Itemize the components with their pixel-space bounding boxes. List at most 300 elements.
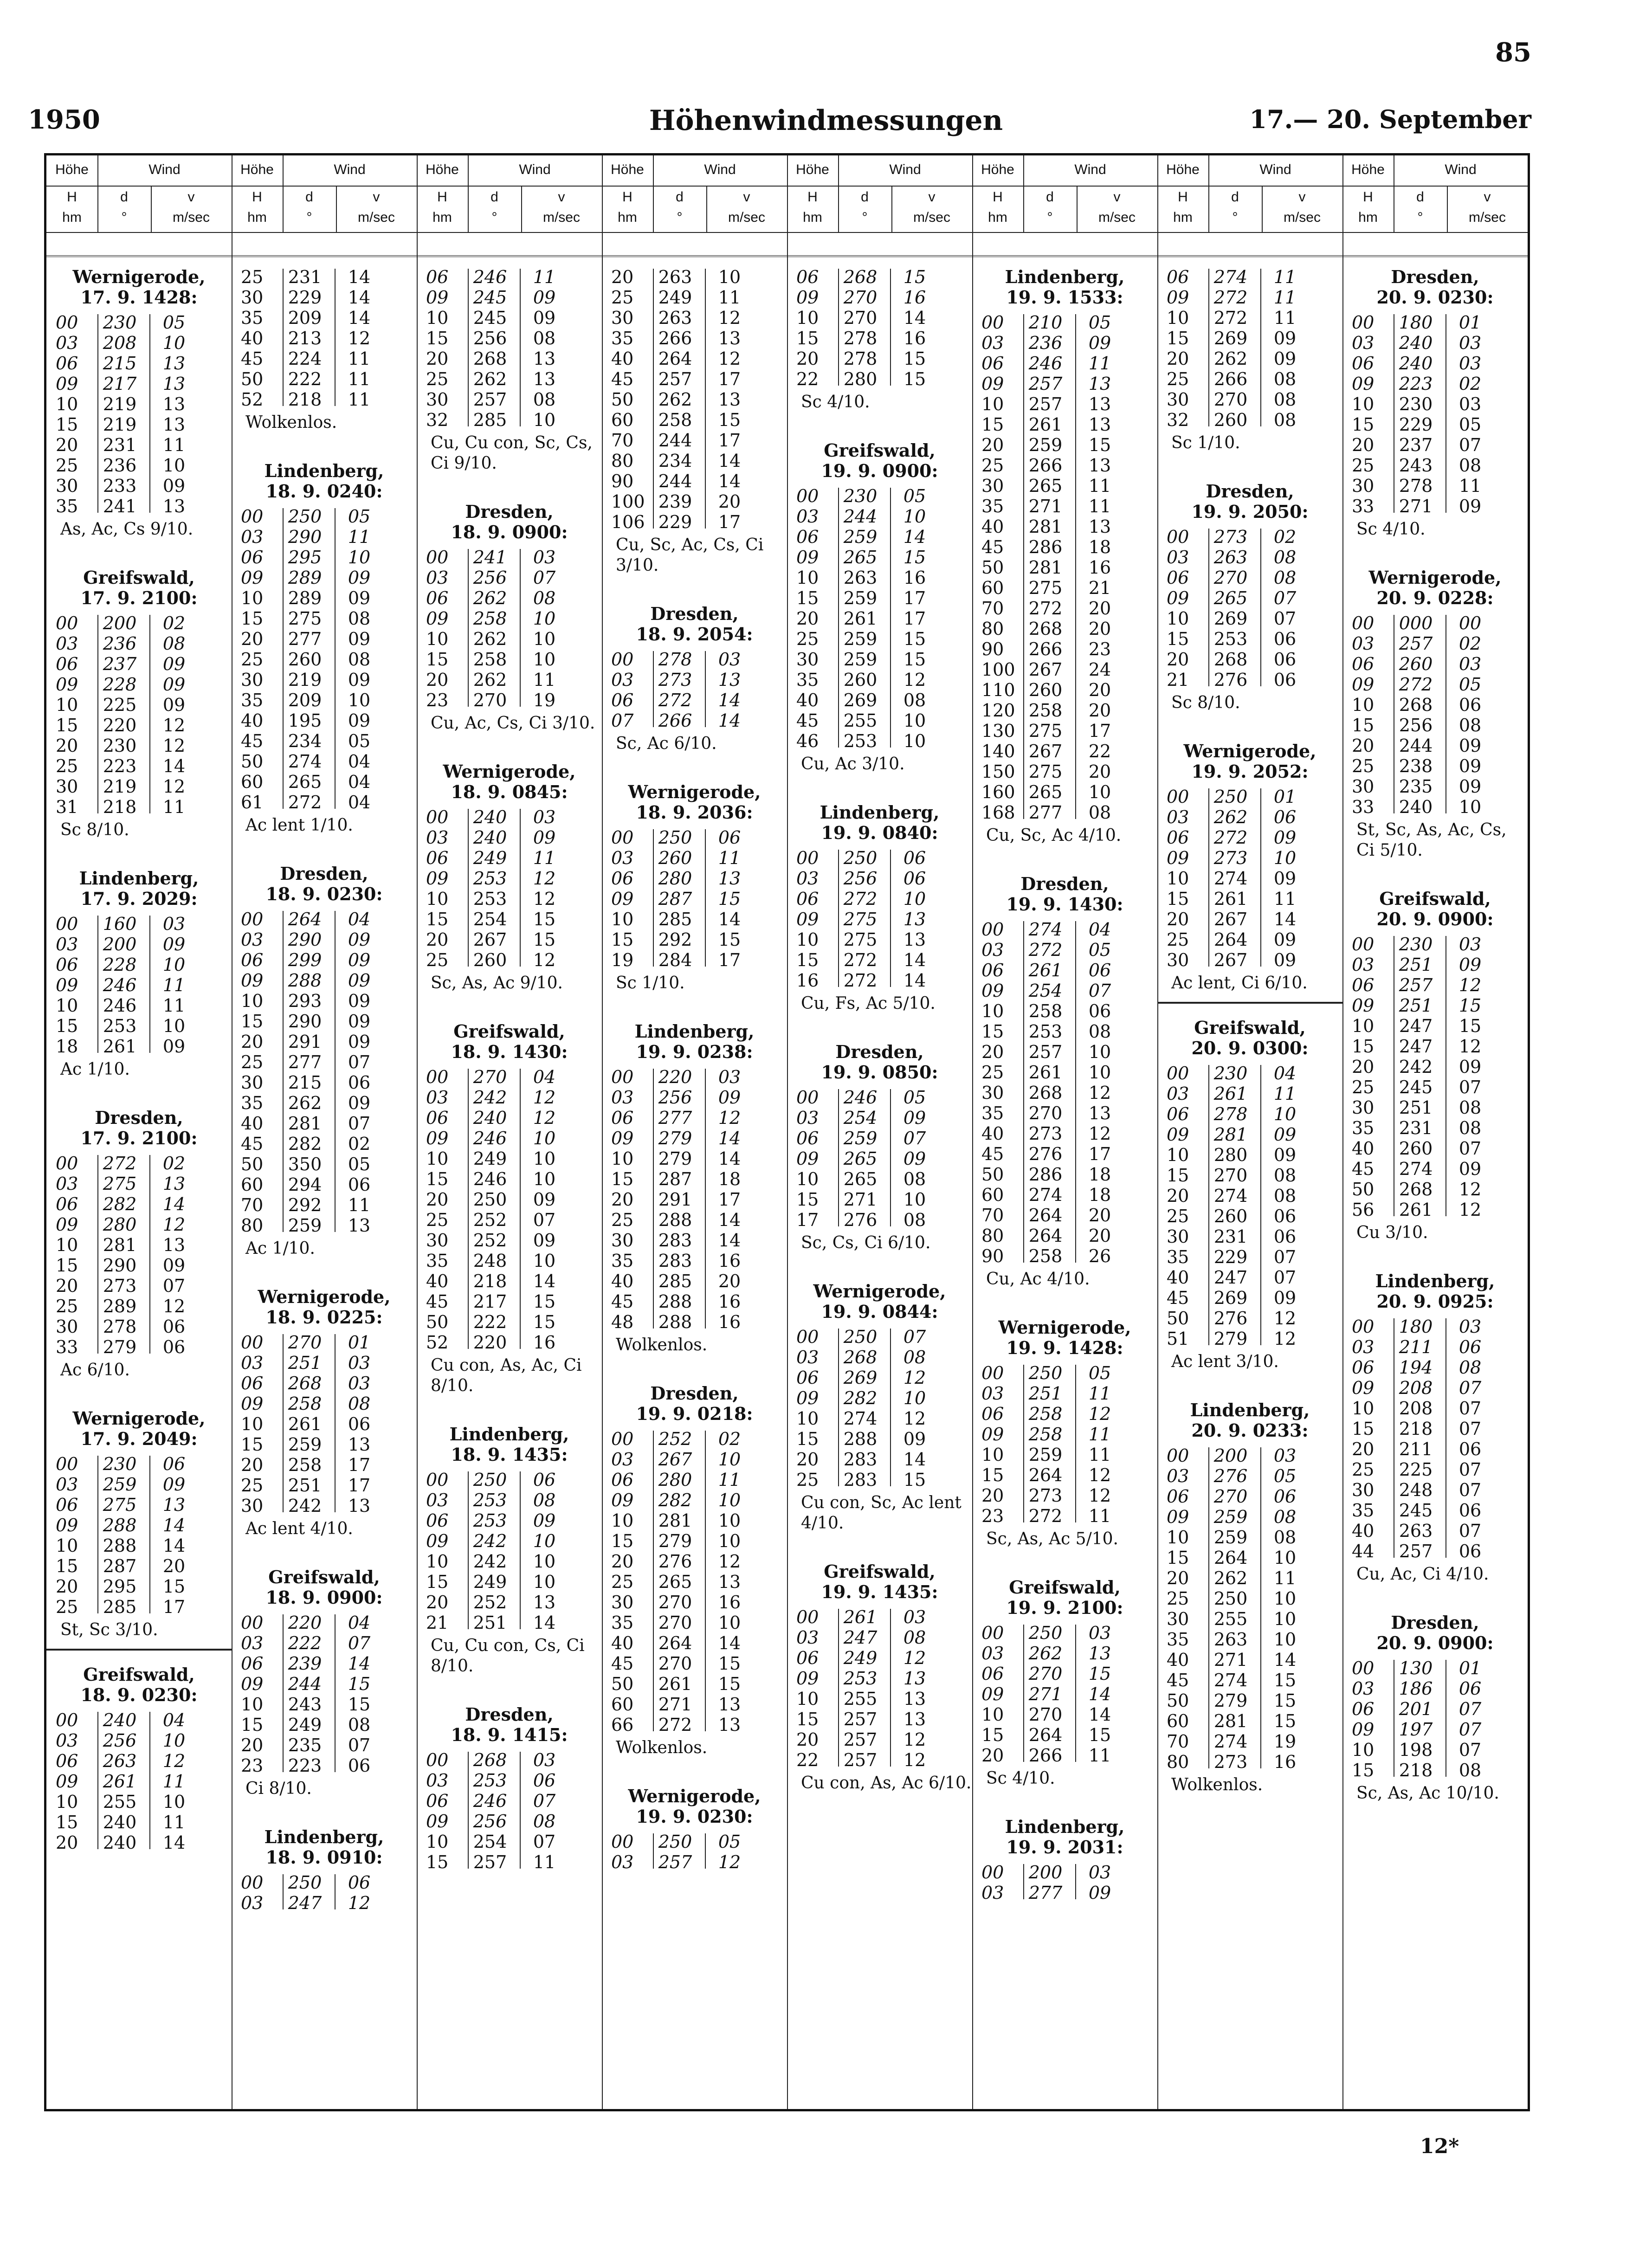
speed-value: 10 — [718, 1613, 741, 1633]
cloud-note: Sc 8/10. — [1171, 693, 1240, 712]
table-row — [602, 670, 787, 690]
direction-value: 270 — [473, 1067, 507, 1087]
speed-value: 09 — [348, 970, 371, 991]
height-value: 06 — [981, 1664, 1004, 1684]
height-value: 09 — [981, 1424, 1004, 1445]
header-double-rule — [1342, 232, 1528, 257]
speed-value: 08 — [533, 588, 556, 608]
direction-value: 278 — [1399, 476, 1433, 496]
direction-value: 288 — [843, 1429, 878, 1449]
height-value: 09 — [611, 1128, 634, 1148]
direction-value: 269 — [1213, 328, 1248, 348]
table-row — [1342, 1500, 1528, 1521]
direction-value: 268 — [1399, 695, 1433, 715]
table-row — [46, 496, 232, 516]
table-row — [602, 328, 787, 348]
block-spacer — [1342, 1585, 1528, 1613]
cloud-note: Wolkenlos. — [616, 1335, 708, 1355]
speed-value: 13 — [718, 868, 741, 889]
height-value: 06 — [611, 868, 634, 889]
speed-value: 07 — [1458, 1138, 1482, 1159]
table-row — [417, 1470, 602, 1490]
table-row — [232, 1475, 417, 1496]
measurement-rows — [417, 1470, 602, 1633]
height-value: 50 — [426, 1312, 449, 1332]
speed-value: 15 — [533, 1291, 556, 1312]
speed-value: 14 — [348, 308, 371, 328]
height-value: 06 — [1352, 1357, 1375, 1378]
speed-value: 14 — [533, 1613, 556, 1633]
height-value: 106 — [611, 512, 645, 532]
table-row — [1157, 369, 1342, 389]
table-row — [787, 1148, 972, 1169]
speed-value: 16 — [533, 1332, 556, 1353]
speed-value: 07 — [1458, 435, 1482, 455]
table-row — [787, 506, 972, 527]
speed-value: 08 — [348, 1715, 371, 1735]
measurement-rows — [46, 914, 232, 1057]
height-value: 25 — [241, 1052, 264, 1072]
column-body — [787, 267, 972, 1793]
direction-value: 281 — [1028, 516, 1063, 537]
height-value: 10 — [981, 394, 1004, 414]
station-block — [787, 802, 972, 1042]
table-row — [1342, 1138, 1528, 1159]
station-name: Greifswald, — [1194, 1017, 1306, 1038]
speed-value: 08 — [162, 633, 186, 654]
speed-value: 09 — [348, 1093, 371, 1113]
table-row — [787, 629, 972, 649]
station-block — [972, 874, 1157, 1317]
station-name: Greifswald, — [824, 1561, 936, 1582]
speed-value: 13 — [1088, 374, 1111, 394]
height-value: 15 — [981, 414, 1004, 435]
height-value: 140 — [981, 741, 1015, 761]
station-title — [972, 874, 1157, 915]
height-value: 10 — [1352, 394, 1375, 414]
height-value: 44 — [1352, 1541, 1375, 1561]
station-block — [972, 267, 1157, 874]
speed-value: 10 — [533, 1531, 556, 1551]
table-row — [1157, 1588, 1342, 1609]
direction-value: 256 — [473, 328, 507, 348]
direction-value: 253 — [473, 868, 507, 889]
height-value: 25 — [981, 455, 1004, 476]
table-row — [232, 1434, 417, 1455]
direction-value: 260 — [288, 649, 322, 670]
speed-value: 07 — [1458, 1419, 1482, 1439]
year: 1950 — [28, 104, 100, 135]
direction-value: 261 — [658, 1674, 692, 1694]
table-column — [46, 155, 232, 2109]
table-row — [417, 1531, 602, 1551]
table-row — [972, 1164, 1157, 1185]
height-value: 20 — [1167, 1568, 1189, 1588]
height-value: 03 — [1167, 807, 1189, 827]
speed-value: 10 — [348, 547, 371, 568]
speed-value: 09 — [348, 1011, 371, 1032]
station-name: Dresden, — [650, 1383, 739, 1404]
height-value: 03 — [796, 868, 819, 889]
speed-value: 13 — [903, 1689, 926, 1709]
speed-value: 14 — [903, 527, 926, 547]
speed-value: 11 — [718, 848, 741, 868]
height-value: 00 — [241, 1332, 264, 1353]
height-value: 03 — [56, 1730, 78, 1751]
direction-value: 272 — [658, 690, 692, 710]
direction-value: 279 — [658, 1148, 692, 1169]
height-value: 35 — [56, 496, 78, 516]
direction-value: 257 — [473, 389, 507, 410]
speed-value: 09 — [533, 287, 556, 308]
header-label: H — [437, 189, 447, 205]
cloud-note: Ac lent 4/10. — [245, 1519, 353, 1538]
station-title — [1342, 1613, 1528, 1653]
height-value: 80 — [1167, 1752, 1189, 1772]
speed-value: 10 — [903, 506, 926, 527]
direction-value: 263 — [1399, 1521, 1433, 1541]
height-value: 15 — [796, 1189, 819, 1210]
speed-value: 12 — [1458, 975, 1482, 995]
speed-value: 08 — [1088, 1021, 1111, 1042]
table-row — [46, 654, 232, 674]
height-value: 09 — [1352, 374, 1375, 394]
height-value: 06 — [426, 588, 449, 608]
speed-value: 06 — [1458, 1337, 1482, 1357]
speed-value: 13 — [718, 389, 741, 410]
direction-value: 247 — [843, 1627, 878, 1648]
table-row — [1157, 1650, 1342, 1670]
speed-value: 06 — [162, 1454, 186, 1474]
column-separator — [602, 155, 603, 2109]
header-label: v — [928, 189, 936, 205]
height-value: 15 — [1352, 1419, 1375, 1439]
header-units-row — [972, 186, 1157, 233]
direction-value: 270 — [288, 1332, 322, 1353]
speed-value: 04 — [348, 751, 371, 772]
speed-value: 07 — [1273, 1247, 1297, 1267]
direction-value: 250 — [658, 827, 692, 848]
height-value: 30 — [241, 1072, 264, 1093]
height-value: 90 — [981, 1246, 1004, 1266]
speed-value: 02 — [1458, 374, 1482, 394]
station-datetime: 19. 9. 2100: — [1006, 1597, 1123, 1618]
height-value: 15 — [426, 649, 449, 670]
table-row — [232, 389, 417, 410]
header-unit: hm — [62, 210, 82, 225]
station-title — [787, 440, 972, 481]
station-block — [46, 267, 232, 568]
direction-value: 264 — [288, 909, 322, 929]
table-row — [417, 369, 602, 389]
speed-value: 13 — [1088, 394, 1111, 414]
height-value: 06 — [241, 1653, 264, 1674]
table-row — [417, 1791, 602, 1811]
height-value: 10 — [611, 1148, 634, 1169]
height-value: 80 — [241, 1215, 264, 1236]
station-name: Lindenberg, — [264, 1826, 384, 1847]
speed-value: 12 — [1088, 1083, 1111, 1103]
height-value: 03 — [611, 670, 634, 690]
height-value: 10 — [56, 1792, 78, 1812]
speed-value: 08 — [903, 1627, 926, 1648]
table-row — [232, 1694, 417, 1715]
speed-value: 08 — [1458, 1097, 1482, 1118]
station-block — [417, 502, 602, 761]
speed-value: 07 — [348, 1735, 371, 1755]
direction-value: 268 — [1028, 1083, 1063, 1103]
direction-value: 289 — [103, 1296, 137, 1316]
speed-value: 06 — [533, 1770, 556, 1791]
table-row — [232, 588, 417, 608]
direction-value: 248 — [1399, 1480, 1433, 1500]
height-value: 40 — [1352, 1138, 1375, 1159]
height-value: 06 — [56, 1751, 78, 1771]
table-row — [1157, 287, 1342, 308]
height-value: 20 — [1167, 649, 1189, 670]
direction-value: 245 — [473, 287, 507, 308]
block-spacer — [232, 1539, 417, 1567]
block-spacer — [1342, 861, 1528, 889]
height-value: 06 — [1167, 267, 1189, 287]
table-row — [1157, 1308, 1342, 1329]
direction-value: 250 — [1028, 1363, 1063, 1383]
speed-value: 12 — [162, 715, 186, 735]
table-row — [417, 1572, 602, 1592]
cloud-note: Cu, Fs, Ac 5/10. — [801, 994, 936, 1013]
direction-value: 276 — [1213, 1466, 1248, 1486]
speed-value: 18 — [1088, 1164, 1111, 1185]
direction-value: 229 — [288, 287, 322, 308]
table-row — [972, 639, 1157, 659]
height-value: 00 — [611, 1832, 634, 1852]
header-label: v — [743, 189, 750, 205]
table-row — [602, 827, 787, 848]
speed-value: 05 — [162, 312, 186, 333]
block-spacer — [1157, 453, 1342, 481]
speed-value: 16 — [903, 287, 926, 308]
height-value: 10 — [426, 1832, 449, 1852]
height-value: 25 — [56, 1296, 78, 1316]
height-value: 40 — [241, 328, 264, 348]
block-spacer — [46, 540, 232, 568]
height-value: 10 — [611, 909, 634, 929]
station-block — [1342, 568, 1528, 889]
height-value: 20 — [1167, 1186, 1189, 1206]
block-spacer — [232, 1259, 417, 1287]
table-row — [46, 1495, 232, 1515]
direction-value: 276 — [1213, 1308, 1248, 1329]
table-row — [1342, 735, 1528, 756]
header-label: d — [861, 189, 869, 205]
speed-value: 07 — [1458, 1398, 1482, 1419]
direction-value: 260 — [473, 950, 507, 970]
height-value: 30 — [241, 670, 264, 690]
height-value: 25 — [796, 1470, 819, 1490]
height-value: 03 — [56, 1174, 78, 1194]
height-value: 03 — [426, 568, 449, 588]
speed-value: 13 — [903, 1709, 926, 1729]
header-label: d — [120, 189, 128, 205]
station-title — [1157, 1400, 1342, 1441]
direction-value: 241 — [103, 496, 137, 516]
direction-value: 234 — [658, 451, 692, 471]
direction-value: 299 — [288, 950, 322, 970]
direction-value: 240 — [1399, 797, 1433, 817]
direction-value: 270 — [843, 287, 878, 308]
height-value: 09 — [796, 287, 819, 308]
speed-value: 05 — [903, 486, 926, 506]
height-value: 33 — [56, 1337, 78, 1357]
speed-value: 10 — [903, 1189, 926, 1210]
direction-value: 270 — [1028, 1103, 1063, 1123]
height-value: 35 — [981, 496, 1004, 516]
speed-value: 15 — [1273, 1711, 1297, 1731]
direction-value: 223 — [288, 1755, 322, 1776]
station-block — [1342, 1613, 1528, 1804]
height-value: 09 — [796, 547, 819, 568]
station-title — [1157, 1018, 1342, 1058]
block-spacer — [972, 1290, 1157, 1317]
speed-value: 14 — [718, 690, 741, 710]
speed-value: 11 — [162, 1771, 186, 1792]
table-row — [602, 308, 787, 328]
height-value: 25 — [1167, 1206, 1189, 1226]
speed-value: 18 — [1088, 537, 1111, 557]
station-title — [787, 1042, 972, 1083]
height-value: 48 — [611, 1312, 634, 1332]
speed-value: 10 — [1273, 1104, 1297, 1124]
height-value: 03 — [1352, 955, 1375, 975]
speed-value: 03 — [1458, 333, 1482, 353]
table-row — [787, 308, 972, 328]
table-row — [232, 1072, 417, 1093]
speed-value: 11 — [1088, 1506, 1111, 1526]
table-row — [1342, 1316, 1528, 1337]
direction-value: 280 — [1213, 1145, 1248, 1165]
height-value: 10 — [241, 1414, 264, 1434]
height-value: 09 — [241, 970, 264, 991]
station-name: Wernigerode, — [628, 781, 761, 802]
direction-value: 272 — [103, 1153, 137, 1174]
direction-value: 279 — [1213, 1329, 1248, 1349]
speed-value: 12 — [533, 1087, 556, 1108]
speed-value: 08 — [348, 1393, 371, 1414]
station-name: Greifswald, — [1009, 1577, 1121, 1598]
speed-value: 11 — [533, 1852, 556, 1872]
height-value: 30 — [56, 776, 78, 797]
station-title — [787, 1561, 972, 1602]
direction-value: 270 — [1213, 568, 1248, 588]
height-value: 09 — [426, 287, 449, 308]
speed-value: 14 — [718, 1633, 741, 1653]
measurement-rows — [1157, 1445, 1342, 1772]
table-row — [972, 598, 1157, 619]
direction-value: 270 — [1213, 1486, 1248, 1507]
direction-value: 256 — [658, 1087, 692, 1108]
direction-value: 218 — [473, 1271, 507, 1291]
table-row — [787, 1607, 972, 1627]
station-datetime: 19. 9. 0218: — [636, 1403, 753, 1424]
direction-value: 231 — [1213, 1226, 1248, 1247]
station-datetime: 20. 9. 0228: — [1376, 587, 1494, 608]
direction-value: 260 — [1213, 1206, 1248, 1226]
measurement-rows — [972, 1862, 1157, 1903]
header-label: v — [558, 189, 565, 205]
table-row — [46, 435, 232, 455]
direction-value: 273 — [658, 670, 692, 690]
table-row — [602, 848, 787, 868]
direction-value: 271 — [1399, 496, 1433, 516]
direction-value: 256 — [843, 868, 878, 889]
speed-value: 15 — [1273, 1690, 1297, 1711]
table-row — [1157, 1206, 1342, 1226]
station-datetime: 19. 9. 2052: — [1191, 761, 1309, 782]
height-value: 45 — [981, 537, 1004, 557]
height-value: 09 — [611, 889, 634, 909]
measurement-rows — [232, 1872, 417, 1913]
height-value: 00 — [56, 914, 78, 934]
speed-value: 05 — [1088, 1363, 1111, 1383]
table-row — [1157, 1466, 1342, 1486]
direction-value: 290 — [288, 929, 322, 950]
speed-value: 14 — [162, 1515, 186, 1535]
table-row — [602, 1251, 787, 1271]
station-title — [787, 1281, 972, 1322]
direction-value: 254 — [473, 1832, 507, 1852]
measurement-rows — [46, 1710, 232, 1853]
direction-value: 267 — [1213, 950, 1248, 970]
direction-value: 279 — [658, 1531, 692, 1551]
direction-value: 272 — [1028, 598, 1063, 619]
height-value: 10 — [1167, 308, 1189, 328]
table-row — [972, 1062, 1157, 1083]
table-column — [1157, 155, 1342, 2109]
direction-value: 259 — [843, 1128, 878, 1148]
speed-value: 07 — [1458, 1719, 1482, 1740]
table-row — [602, 1067, 787, 1087]
block-spacer — [602, 993, 787, 1021]
speed-value: 03 — [1458, 394, 1482, 414]
direction-value: 270 — [658, 1653, 692, 1674]
table-row — [46, 455, 232, 476]
table-row — [602, 1613, 787, 1633]
height-value: 00 — [56, 1153, 78, 1174]
header-double-rule — [1157, 232, 1342, 257]
section-rule — [46, 1649, 232, 1651]
direction-value: 281 — [1213, 1124, 1248, 1145]
station-name: Dresden, — [1391, 266, 1479, 287]
speed-value: 11 — [1088, 353, 1111, 374]
header-label: d — [676, 189, 684, 205]
speed-value: 06 — [1458, 695, 1482, 715]
direction-value: 263 — [658, 267, 692, 287]
height-value: 70 — [611, 430, 634, 451]
speed-value: 05 — [718, 1832, 741, 1852]
direction-value: 263 — [658, 308, 692, 328]
station-title — [46, 1108, 232, 1148]
height-value: 35 — [241, 308, 264, 328]
table-row — [972, 721, 1157, 741]
direction-value: 217 — [473, 1291, 507, 1312]
speed-value: 13 — [903, 909, 926, 929]
table-row — [602, 1852, 787, 1872]
speed-value: 11 — [718, 1470, 741, 1490]
height-value: 03 — [981, 333, 1004, 353]
direction-value: 240 — [1399, 353, 1433, 374]
table-row — [972, 1001, 1157, 1021]
height-value: 09 — [426, 1128, 449, 1148]
